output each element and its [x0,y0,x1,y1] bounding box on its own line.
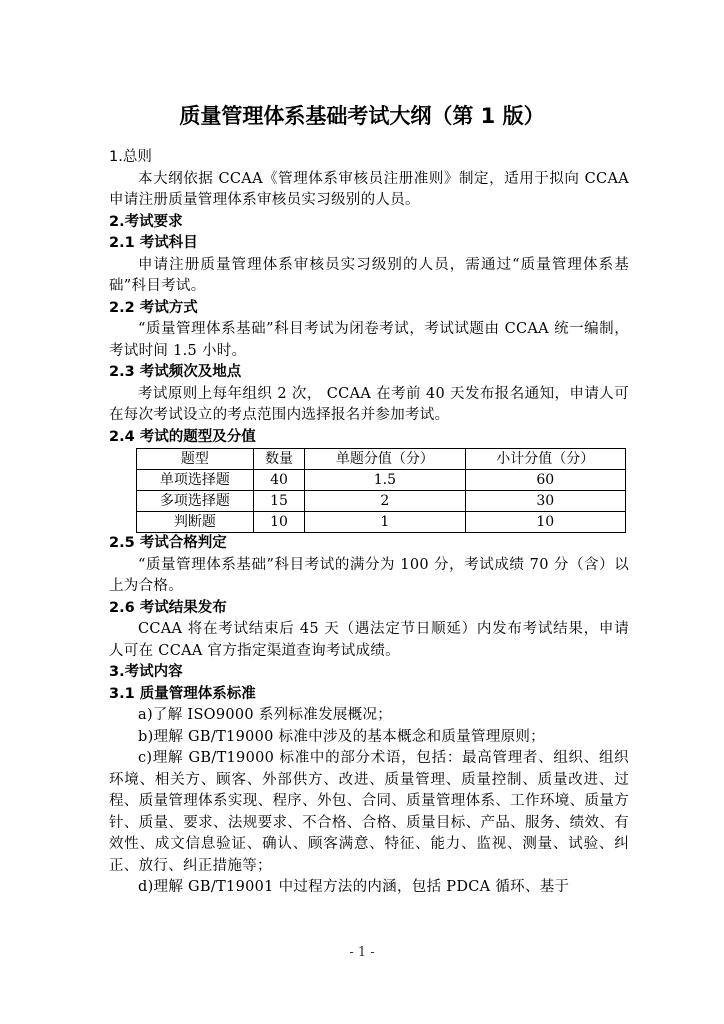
document-body [109,147,629,899]
table-header-cell: 题型 [137,449,254,470]
list-item: d)理解 GB/T19001 中过程方法的内涵，包括 PDCA 循环、基于 [138,879,570,895]
section-2-1-paragraph: 申请注册质量管理体系审核员实习级别的人员，需通过“质量管理体系基础”科目考试。 [109,256,629,294]
section-1-paragraph: 本大纲依据 CCAA《管理体系审核员注册准则》制定，适用于拟向 CCAA 申请注册质量管理体系审核员实习级别的人员。 [109,170,629,208]
table-cell: 1 [305,512,465,533]
list-item: b)理解 GB/T19000 标准中涉及的基本概念和质量管理原则； [138,728,545,745]
table-row [137,470,626,491]
section-2-5-paragraph: “质量管理体系基础”科目考试的满分为 100 分，考试成绩 70 分（含）以上为合格。 [109,556,629,594]
section-heading-2-1: 2.1 考试科目 [109,235,198,251]
table-cell: 多项选择题 [137,491,254,512]
section-heading-1: 1.总则 [109,149,152,165]
section-heading-2-2: 2.2 考试方式 [109,299,198,316]
section-heading-3-1: 3.1 质量管理体系标准 [109,685,256,702]
table-header-cell: 单题分值（分） [305,449,465,470]
table-cell: 60 [465,470,625,491]
table-cell: 40 [253,470,304,491]
table-cell: 30 [465,491,625,512]
list-item: c)理解 GB/T19000 标准中的部分术语，包括：最高管理者、组织、组织环境、相关方、顾客、外部供方、改进、质量管理、质量控制、质量改进、过程、质量管理体系实现、程序、外包、合同、质量管理体系、工作环境、质量方针、质量、要求、法规要求、不合格、合格、质量目标、产品、服务、绩效、有效性、成文信息验证、确认、顾客满意、特征、能力、监视、测量、试验、纠正、放行、纠正措施等； [109,750,629,874]
table-header-cell: 小计分值（分） [465,449,625,470]
table-header-row [137,449,626,470]
table-cell: 15 [253,491,304,512]
table-cell: 判断题 [137,512,254,533]
table-cell: 2 [305,491,465,512]
page-title: 质量管理体系基础考试大纲（第 1 版） [179,104,545,128]
section-heading-2-3: 2.3 考试频次及地点 [109,364,242,380]
table-header-cell: 数量 [253,449,304,470]
section-heading-2: 2.考试要求 [109,213,183,230]
section-heading-2-5: 2.5 考试合格判定 [109,535,227,551]
section-2-6-paragraph: CCAA 将在考试结束后 45 天（遇法定节日顺延）内发布考试结果，申请人可在 CCAA 官方指定渠道查询考试成绩。 [109,621,629,659]
table-row [137,512,626,533]
table-cell: 10 [253,512,304,533]
table-cell: 10 [465,512,625,533]
section-heading-2-4: 2.4 考试的题型及分值 [109,428,256,445]
section-heading-3: 3.考试内容 [109,664,183,680]
table-row [137,491,626,512]
section-2-2-paragraph: “质量管理体系基础”科目考试为闭卷考试，考试试题由 CCAA 统一编制，考试时间 1.5 小时。 [109,321,629,359]
section-heading-2-6: 2.6 考试结果发布 [109,599,227,616]
score-table [136,448,626,533]
page-number: - 1 - [349,945,375,960]
table-cell: 单项选择题 [137,470,254,491]
list-item: a)了解 ISO9000 系列标准发展概况； [138,707,393,723]
section-2-3-paragraph: 考试原则上每年组织 2 次， CCAA 在考前 40 天发布报名通知，申请人可在每次考试设立的考点范围内选择报名并参加考试。 [109,385,629,423]
table-cell: 1.5 [305,470,465,491]
